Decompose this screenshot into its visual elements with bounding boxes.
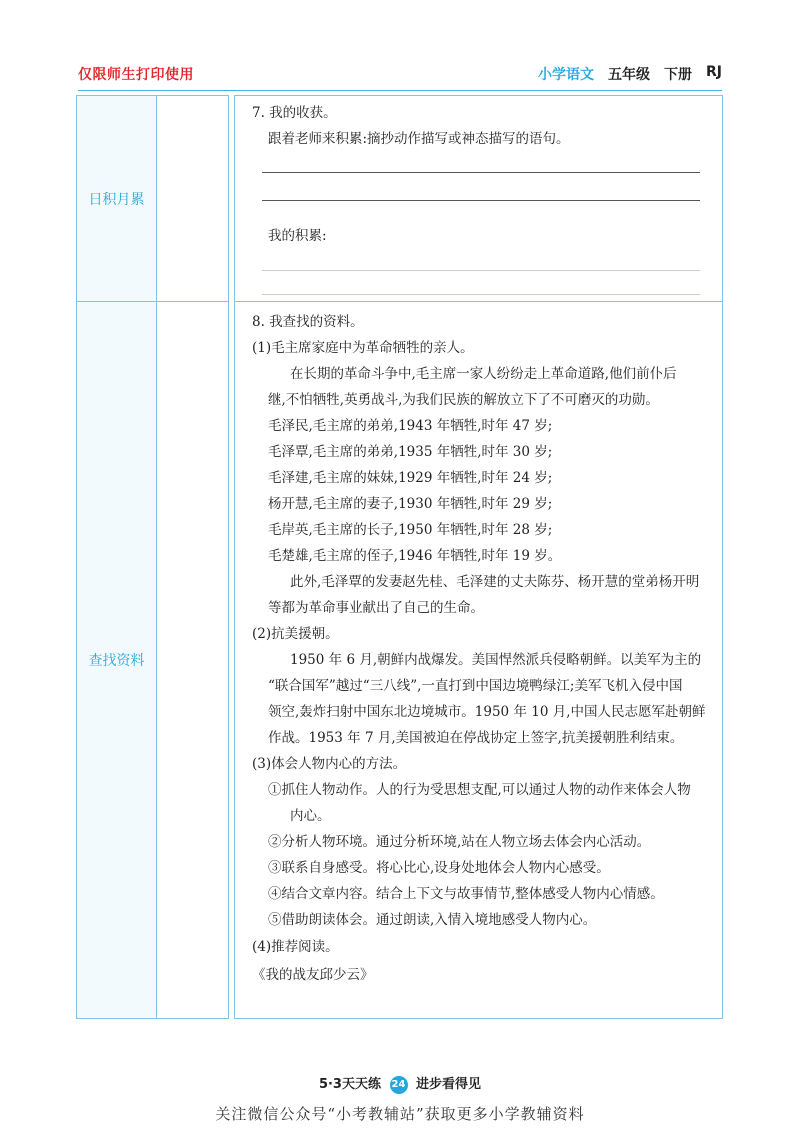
part-title: (3)体会人物内心的方法。 <box>252 756 407 772</box>
list-item: 毛岸英,毛主席的长子,1950 年牺牲,时年 28 岁; <box>268 522 553 538</box>
header-left-note: 仅限师生打印使用 <box>78 67 194 83</box>
paragraph-line: 1950 年 6 月,朝鲜内战爆发。美国悍然派兵侵略朝鲜。以美军为主的 <box>290 652 702 668</box>
section-divider <box>228 301 235 1019</box>
recommended-book: 《我的战友邱少云》 <box>252 967 374 983</box>
header-volume: 下册 <box>664 67 692 83</box>
question-title: 8. 我查找的资料。 <box>252 314 364 330</box>
paragraph-line: 此外,毛泽覃的发妻赵先桂、毛泽建的丈夫陈芬、杨开慧的堂弟杨开明 <box>290 574 700 590</box>
method-item: ⑤借助朗读体会。通过朗读,入情入境地感受人物内心。 <box>268 912 597 928</box>
list-item: 毛泽民,毛主席的弟弟,1943 年牺牲,时年 47 岁; <box>268 418 553 434</box>
footer-left: 5·3天天练 <box>318 1077 381 1092</box>
section-accumulation <box>76 95 723 302</box>
part-title: (1)毛主席家庭中为革命牺牲的亲人。 <box>252 340 474 356</box>
paragraph-line: 等都为革命事业献出了自己的生命。 <box>268 600 484 616</box>
section-divider <box>228 95 235 302</box>
watermark-text: 关注微信公众号“小考教辅站”获取更多小学教辅资料 <box>215 1105 585 1123</box>
method-item: ②分析人物环境。通过分析环境,站在人物立场去体会内心活动。 <box>268 834 651 850</box>
section-content <box>240 96 710 301</box>
part-title: (4)推荐阅读。 <box>252 939 339 955</box>
header-edition: RJ <box>706 64 722 80</box>
writing-line[interactable] <box>262 172 700 173</box>
list-item: 毛楚雄,毛主席的侄子,1946 年牺牲,时年 19 岁。 <box>268 548 562 564</box>
writing-line[interactable] <box>262 294 700 295</box>
writing-line[interactable] <box>262 270 700 271</box>
instruction-text: 跟着老师来积累:摘抄动作描写或神态描写的语句。 <box>268 131 570 147</box>
list-item: 毛泽覃,毛主席的弟弟,1935 年牺牲,时年 30 岁; <box>268 444 553 460</box>
footer-right: 进步看得见 <box>416 1077 482 1092</box>
method-item: 内心。 <box>290 808 331 824</box>
section-label-research: 查找资料 <box>77 302 157 1018</box>
list-item: 毛泽建,毛主席的妹妹,1929 年牺牲,时年 24 岁; <box>268 470 553 486</box>
my-accumulation-label: 我的积累: <box>268 228 327 244</box>
writing-line[interactable] <box>262 200 700 201</box>
header-subject: 小学语文 <box>538 67 594 83</box>
section-content <box>240 302 710 1018</box>
question-title: 7. 我的收获。 <box>252 105 337 121</box>
list-item: 杨开慧,毛主席的妻子,1930 年牺牲,时年 29 岁; <box>268 496 553 512</box>
header-rule <box>78 90 722 91</box>
method-item: ①抓住人物动作。人的行为受思想支配,可以通过人物的动作来体会人物 <box>268 782 691 798</box>
paragraph-line: “联合国军”越过“三八线”,一直打到中国边境鸭绿江;美军飞机入侵中国 <box>268 678 683 694</box>
header-grade: 五年级 <box>608 67 650 83</box>
footer <box>0 1073 800 1094</box>
part-title: (2)抗美援朝。 <box>252 626 339 642</box>
header-right <box>538 64 722 84</box>
paragraph-line: 在长期的革命斗争中,毛主席一家人纷纷走上革命道路,他们前仆后 <box>290 366 677 382</box>
method-item: ③联系自身感受。将心比心,设身处地体会人物内心感受。 <box>268 860 610 876</box>
paragraph-line: 领空,轰炸扫射中国东北边境城市。1950 年 10 月,中国人民志愿军赴朝鲜 <box>268 704 706 720</box>
paragraph-line: 继,不怕牺牲,英勇战斗,为我们民族的解放立下了不可磨灭的功勋。 <box>268 392 659 408</box>
section-research <box>76 301 723 1019</box>
page-number-badge: 24 <box>390 1076 408 1094</box>
paragraph-line: 作战。1953 年 7 月,美国被迫在停战协定上签字,抗美援朝胜利结束。 <box>268 730 684 746</box>
method-item: ④结合文章内容。结合上下文与故事情节,整体感受人物内心情感。 <box>268 886 664 902</box>
section-label-accumulation: 日积月累 <box>77 96 157 301</box>
